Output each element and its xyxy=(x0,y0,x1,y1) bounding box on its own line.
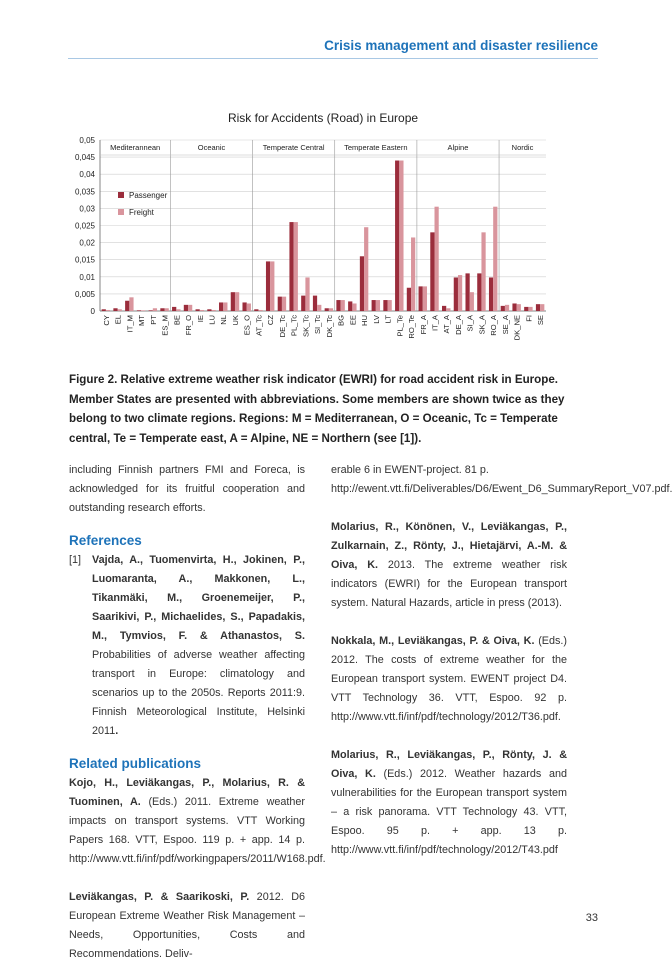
figure-caption: Figure 2. Relative extreme weather risk indicator (EWRI) for road accident risk in Europe. Member States are presented with abbreviations. Some members are shown twice as they belong to two climate regions. Regions: M = Mediterranean, O = Oceanic, Tc = Temperate central, Te = Temperate east, A = Alpine, NE = Northern (see [1]). xyxy=(69,373,565,445)
x-tick-label: FI xyxy=(524,315,534,322)
bar xyxy=(172,307,176,311)
left-column xyxy=(69,461,326,964)
x-tick-label: SK_A xyxy=(477,315,487,335)
bar xyxy=(540,304,544,311)
bar xyxy=(465,273,469,311)
bar xyxy=(470,292,474,311)
bar xyxy=(477,273,481,311)
publication-1 xyxy=(69,774,326,869)
x-tick-label: SK_Tc xyxy=(301,315,311,337)
bar xyxy=(106,310,110,311)
x-tick-label: IE xyxy=(195,315,205,323)
bar xyxy=(383,300,387,311)
bar xyxy=(254,309,258,311)
bar xyxy=(113,308,117,311)
bar xyxy=(435,207,439,311)
x-tick-label: IT_A xyxy=(430,315,440,332)
pub2-text: 2012. D6 European Extreme Weather Risk Management – Needs, Opportunities, Costs and Recommendations. Deliv- xyxy=(69,891,305,960)
x-tick-label: ES_M xyxy=(160,315,170,336)
bar xyxy=(313,296,317,311)
bar xyxy=(419,286,423,311)
bar xyxy=(223,302,227,311)
pub1-authors: Kojo, H., Leviäkangas, P., Molarius, R. & Tuominen, A. xyxy=(69,777,305,808)
x-tick-label: ES_O xyxy=(242,315,252,336)
bar xyxy=(282,297,286,311)
x-tick-label: PT xyxy=(148,315,158,325)
bar xyxy=(446,308,450,311)
bar xyxy=(149,310,153,311)
bar xyxy=(242,302,246,311)
y-tick-label: 0,045 xyxy=(74,153,95,163)
bar xyxy=(141,310,145,311)
bar xyxy=(458,275,462,311)
bar xyxy=(423,286,427,311)
bar xyxy=(200,310,204,311)
bar xyxy=(364,227,368,311)
bar xyxy=(512,303,516,311)
pub4-authors: Nokkala, M., Leviäkangas, P. & Oiva, K. xyxy=(331,635,535,647)
bar xyxy=(442,306,446,311)
x-tick-label: NL xyxy=(219,315,229,325)
y-tick-label: 0,05 xyxy=(79,136,95,145)
bar xyxy=(102,309,106,311)
bar xyxy=(399,161,403,311)
x-tick-label: IT_M xyxy=(125,315,135,333)
bar xyxy=(207,309,211,311)
bar xyxy=(305,277,309,311)
x-tick-label: AT_Tc xyxy=(254,315,264,336)
bar xyxy=(524,307,528,311)
bar xyxy=(329,308,333,311)
legend-label: Passenger xyxy=(129,191,168,200)
bar xyxy=(407,288,411,311)
reference-text: Probabilities of adverse weather affecting transport in Europe: climatology and scenarios up to the 2050s. Reports 2011:9. Finnish Meteorological Institute, Helsinki 2011 xyxy=(92,649,305,737)
publication-5 xyxy=(331,746,567,860)
x-tick-label: UK xyxy=(230,315,240,326)
x-tick-label: PL_Tc xyxy=(289,315,299,337)
bar xyxy=(341,300,345,311)
bar xyxy=(118,309,122,311)
pub3-text: 2013. The extreme weather risk indicators (EWRI) for the European transport system. Natural Hazards, article in press (2013). xyxy=(331,559,567,609)
bar xyxy=(212,310,216,311)
x-tick-label: FR_O xyxy=(184,315,194,336)
bar xyxy=(430,232,434,311)
related-publications-heading: Related publications xyxy=(69,756,202,771)
x-tick-label: CZ xyxy=(266,315,276,326)
y-tick-label: 0,02 xyxy=(79,238,95,248)
right-column xyxy=(331,461,672,860)
region-label: Nordic xyxy=(511,143,534,152)
x-tick-label: LT xyxy=(383,315,393,324)
y-tick-label: 0,005 xyxy=(74,289,95,299)
x-tick-label: AT_A xyxy=(442,315,452,334)
x-tick-label: RO_Te xyxy=(407,315,417,339)
chart-title: Risk for Accidents (Road) in Europe xyxy=(227,111,419,125)
bar xyxy=(454,277,458,311)
region-label: Temperate Central xyxy=(262,143,325,152)
legend-swatch xyxy=(118,192,124,198)
x-tick-label: SI_Tc xyxy=(313,315,323,334)
x-tick-label: BG xyxy=(336,315,346,326)
pub1-text: (Eds.) 2011. Extreme weather impacts on transport systems. VTT Working Papers 168. VTT, Espoo. 119 p. + app. 14 p. http://www.vtt.fi/inf/pdf/workingpapers/2011/W168.pdf. xyxy=(69,796,326,865)
bar xyxy=(411,237,415,311)
y-tick-label: 0,01 xyxy=(79,272,95,282)
y-tick-label: 0,04 xyxy=(79,170,95,180)
region-label: Alpine xyxy=(447,143,469,152)
y-tick-label: 0,025 xyxy=(74,221,95,231)
legend-swatch xyxy=(118,209,124,215)
publication-4 xyxy=(331,632,567,727)
x-tick-label: SI_A xyxy=(465,315,475,332)
x-tick-label: HU xyxy=(360,315,370,326)
bar xyxy=(184,305,188,311)
x-tick-label: EL xyxy=(113,315,123,325)
bar xyxy=(247,303,251,311)
pub3-authors: Molarius, R., Könönen, V., Leviäkangas, P., Zulkarnain, Z., Rönty, J., Hietajärvi, A.-M. & Oiva, K. xyxy=(331,521,567,571)
bar xyxy=(336,300,340,311)
bar xyxy=(137,310,141,311)
x-tick-label: FR_A xyxy=(418,315,428,335)
bar xyxy=(289,222,293,311)
bar xyxy=(176,309,180,311)
region-label: Mediterannean xyxy=(110,143,161,152)
region-label: Temperate Eastern xyxy=(344,143,408,152)
pub5-text: (Eds.) 2012. Weather hazards and vulnerabilities for the European transport system – a risk panorama. VTT Technology 43. VTT, Espoo. 95 p. + app. 13 p. http://www.vtt.fi/inf/pdf/technology/2012/T43.pdf xyxy=(331,768,567,856)
y-tick-label: 0,03 xyxy=(79,204,95,214)
pub4-text: (Eds.) 2012. The costs of extreme weather for the European transport system. EWENT project D4. VTT Technology 36. VTT, Espoo. 92 p. http://www.vtt.fi/inf/pdf/technology/2012/T36.pdf. xyxy=(331,635,568,723)
bar xyxy=(348,301,352,311)
x-tick-label: SE xyxy=(536,315,546,326)
header-title: Crisis management and disaster resilience xyxy=(324,38,598,53)
y-tick-label: 0 xyxy=(90,307,95,316)
risk-chart xyxy=(50,105,560,345)
bar xyxy=(388,300,392,311)
bar xyxy=(517,304,521,311)
x-tick-label: LU xyxy=(207,315,217,325)
bar xyxy=(294,222,298,311)
bar xyxy=(125,301,129,311)
page-number: 33 xyxy=(585,912,598,924)
pub2-authors: Leviäkangas, P. & Saarikoski, P. xyxy=(69,891,250,903)
intro-paragraph: including Finnish partners FMI and Foreca, is acknowledged for its fruitful cooperation and outstanding research efforts. xyxy=(69,464,305,514)
x-tick-label: SE_A xyxy=(500,315,510,335)
bar xyxy=(352,303,356,311)
header-rule xyxy=(68,58,598,59)
bar xyxy=(317,305,321,311)
x-tick-label: CY xyxy=(101,315,111,326)
bar xyxy=(165,308,169,311)
bar xyxy=(196,309,200,311)
x-tick-label: MT xyxy=(137,315,147,326)
reference-1 xyxy=(69,551,305,741)
bar xyxy=(481,232,485,311)
reference-number: [1] xyxy=(69,554,82,566)
reference-authors: Vajda, A., Tuomenvirta, H., Jokinen, P., Luomaranta, A., Makkonen, L., Tikanmäki, M., Groenemeijer, P., Saarikivi, P., Michaelides, S., Papadakis, M., Tymvios, F. & Athanastos, S. xyxy=(92,554,305,642)
bar xyxy=(153,308,157,311)
y-tick-label: 0,035 xyxy=(74,187,95,197)
bar xyxy=(270,261,274,311)
bar xyxy=(395,161,399,311)
publication-3 xyxy=(331,518,567,613)
pub5-authors: Molarius, R., Leviäkangas, P., Rönty, J. & Oiva, K. xyxy=(331,749,567,780)
bar xyxy=(493,207,497,311)
publication-2 xyxy=(69,888,305,964)
x-tick-label: DK_Tc xyxy=(324,315,334,338)
publication-2-continued: erable 6 in EWENT-project. 81 p. http://ewent.vtt.fi/Deliverables/D6/Ewent_D6_SummaryReport_V07.pdf. xyxy=(331,464,672,495)
bar xyxy=(160,308,164,311)
x-tick-label: RO_A xyxy=(489,315,499,336)
bar xyxy=(188,305,192,311)
bar xyxy=(258,310,262,311)
references-heading: References xyxy=(69,533,142,548)
bar xyxy=(231,292,235,311)
bar xyxy=(372,300,376,311)
bar xyxy=(528,307,532,311)
bar xyxy=(536,304,540,311)
bar xyxy=(301,296,305,311)
bar xyxy=(266,261,270,311)
x-tick-label: DE_Tc xyxy=(277,315,287,338)
x-tick-label: PL_Te xyxy=(395,315,405,337)
region-label: Oceanic xyxy=(197,143,226,152)
bar xyxy=(489,277,493,311)
bar xyxy=(129,297,133,311)
bar xyxy=(360,256,364,311)
bar xyxy=(219,302,223,311)
reference-end: . xyxy=(115,725,119,737)
bar xyxy=(325,308,329,311)
bar xyxy=(505,305,509,311)
bar xyxy=(501,306,505,311)
bar xyxy=(376,300,380,311)
x-tick-label: EE xyxy=(348,315,358,326)
bar xyxy=(278,297,282,311)
x-tick-label: LV xyxy=(371,315,381,324)
y-tick-label: 0,015 xyxy=(74,255,95,265)
legend-label: Freight xyxy=(129,208,154,217)
x-tick-label: BE xyxy=(172,315,182,326)
x-tick-label: DK_NE xyxy=(512,315,522,341)
bar xyxy=(235,292,239,311)
x-tick-label: DE_A xyxy=(453,315,463,335)
